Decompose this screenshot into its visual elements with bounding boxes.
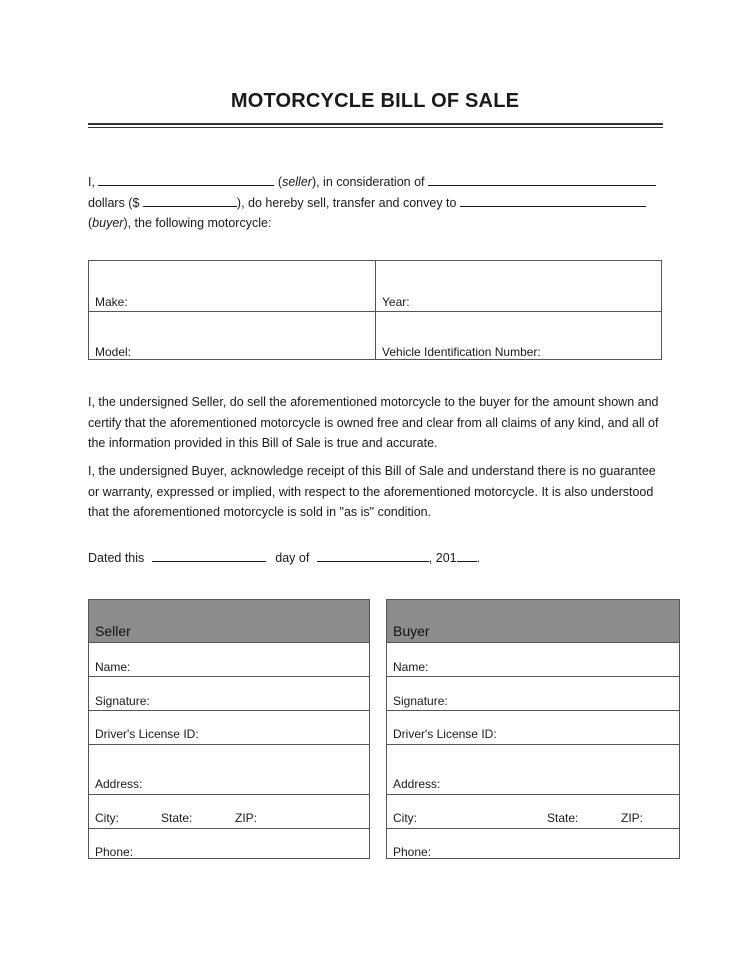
consideration-blank[interactable]	[428, 173, 656, 186]
buyer-box	[386, 599, 680, 859]
dollars-text: dollars ($	[88, 195, 140, 210]
seller-box	[88, 599, 370, 859]
dated-end: .	[476, 551, 481, 565]
buyer-name-blank[interactable]	[460, 194, 646, 207]
intro-i: I,	[88, 175, 95, 189]
buyer-acknowledgment: I, the undersigned Buyer, acknowledge receipt of this Bill of Sale and understand there is no guarantee or warranty, expressed or implied, with respect to the aforementioned motorcycle. It is also understood that the aforementioned motorcycle is sold in "as is" condition.	[88, 464, 656, 519]
buyer-zip-label: ZIP:	[621, 811, 644, 825]
title-rule-bottom	[88, 127, 663, 128]
seller-zip-label: ZIP:	[235, 811, 258, 825]
year-prefix-text: , 201	[428, 551, 457, 565]
seller-city-label: City:	[95, 811, 119, 825]
year-label: Year:	[382, 295, 410, 309]
intro-line-1: I, (seller), in consideration of	[88, 172, 668, 193]
dated-line	[88, 548, 668, 569]
seller-box-header	[89, 600, 369, 643]
dated-this-text: Dated this	[88, 551, 145, 565]
buyer-phone-label: Phone:	[393, 845, 432, 859]
seller-row-divider	[89, 794, 369, 795]
seller-row-divider	[89, 744, 369, 745]
vehicle-table	[88, 260, 662, 360]
day-of-text: day of	[275, 551, 310, 565]
seller-row-divider	[89, 828, 369, 829]
buyer-word: buyer	[92, 216, 124, 230]
seller-state-label: State:	[161, 811, 193, 825]
make-label: Make:	[95, 295, 128, 309]
seller-license-label: Driver's License ID:	[95, 727, 199, 741]
buyer-row-divider	[387, 828, 679, 829]
intro-paragraph	[88, 172, 668, 234]
intro-line-3: (buyer), the following motorcycle:	[88, 216, 272, 230]
seller-name-blank[interactable]	[98, 173, 274, 186]
intro-line-2	[88, 193, 668, 214]
document-title: MOTORCYCLE BILL OF SALE	[230, 90, 520, 112]
buyer-license-label: Driver's License ID:	[393, 727, 497, 741]
following-motorcycle-text: ), the following motorcycle:	[123, 216, 272, 230]
seller-row-divider	[89, 676, 369, 677]
vin-label: Vehicle Identification Number:	[382, 345, 541, 359]
buyer-address-label: Address:	[393, 777, 441, 791]
day-blank[interactable]	[152, 549, 266, 562]
buyer-box-header	[387, 600, 679, 643]
model-label: Model:	[95, 345, 132, 359]
buyer-row-divider	[387, 676, 679, 677]
buyer-name-label: Name:	[393, 660, 429, 674]
seller-phone-label: Phone:	[95, 845, 134, 859]
buyer-row-divider	[387, 710, 679, 711]
consideration-text: ), in consideration of	[311, 175, 425, 189]
vehicle-table-col-divider	[375, 261, 376, 359]
title-rule-top	[88, 123, 663, 125]
buyer-signature-label: Signature:	[393, 694, 448, 708]
month-blank[interactable]	[317, 549, 429, 562]
buyer-row-divider	[387, 794, 679, 795]
seller-address-label: Address:	[95, 777, 143, 791]
seller-row-divider	[89, 710, 369, 711]
buyer-city-label: City:	[393, 811, 417, 825]
convey-text: ), do hereby sell, transfer and convey to	[236, 195, 457, 210]
seller-signature-label: Signature:	[95, 694, 150, 708]
seller-certification: I, the undersigned Seller, do sell the aforementioned motorcycle to the buyer for the amount shown and certify that the aforementioned motorcycle is owned free and clear from all claims of any kind, and all of the information provided in this Bill of Sale is true and accurate.	[88, 395, 659, 450]
buyer-state-label: State:	[547, 811, 579, 825]
buyer-row-divider	[387, 744, 679, 745]
year-blank[interactable]	[457, 549, 477, 562]
seller-heading: Seller	[95, 623, 131, 639]
buyer-heading: Buyer	[393, 623, 430, 639]
dollar-amount-blank[interactable]	[143, 194, 237, 207]
seller-name-label: Name:	[95, 660, 131, 674]
seller-word: seller	[282, 175, 312, 189]
